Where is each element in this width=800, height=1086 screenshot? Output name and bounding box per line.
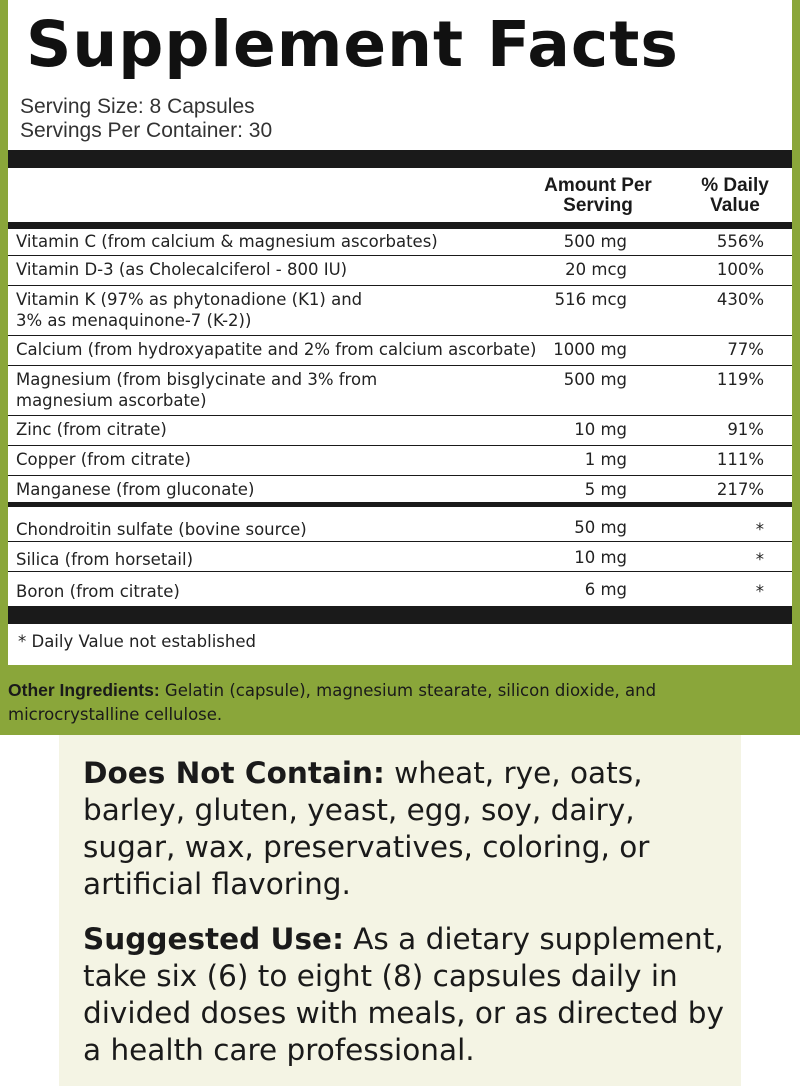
nutrient-amount: 50 mg (574, 518, 627, 537)
amount-column-header: Amount Per Serving (544, 175, 652, 216)
nutrient-daily-value: * (755, 550, 764, 569)
nutrient-name: Vitamin D-3 (as Cholecalciferol - 800 IU) (16, 260, 348, 279)
serving-size: Serving Size: 8 Capsules (20, 95, 255, 118)
nutrient-daily-value: 430% (716, 290, 764, 309)
nutrient-amount: 20 mcg (565, 260, 627, 279)
nutrient-daily-value: 556% (716, 232, 764, 251)
nutrient-name: Copper (from citrate) (16, 450, 191, 469)
daily-value-column-header: % Daily Value (701, 175, 769, 216)
nutrient-daily-value: 111% (716, 450, 764, 469)
servings-per-container: Servings Per Container: 30 (20, 119, 273, 142)
nutrient-name: Manganese (from gluconate) (16, 480, 255, 499)
does-not-contain-text: wheat, rye, oats, barley, gluten, yeast, egg, soy, dairy, sugar, wax, preservatives, coloring, or artificial flavoring. (83, 756, 650, 901)
thick-rule-bottom (8, 606, 792, 624)
table-row (8, 542, 792, 572)
nutrient-name: Vitamin K (97% as phytonadione (K1) and 3% as menaquinone-7 (K-2)) (16, 290, 363, 330)
nutrient-daily-value: 217% (716, 480, 764, 499)
nutrient-amount: 516 mcg (554, 290, 627, 309)
nutrient-amount: 10 mg (574, 420, 627, 439)
footnote: * Daily Value not established (18, 632, 256, 651)
table-row (8, 336, 792, 366)
nutrient-name: Magnesium (from bisglycinate and 3% from magnesium ascorbate) (16, 370, 378, 410)
table-row (8, 286, 792, 336)
table-row (8, 512, 792, 542)
suggested-use-text: As a dietary supplement, take six (6) to eight (8) capsules daily in divided doses with meals, or as directed by a health care professional. (83, 922, 724, 1067)
nutrient-daily-value: 119% (716, 370, 764, 389)
table-row (8, 572, 792, 606)
nutrient-daily-value: 91% (727, 420, 764, 439)
other-ingredients-text: Gelatin (capsule), magnesium stearate, silicon dioxide, and microcrystalline cellulose. (8, 681, 657, 724)
nutrient-name: Boron (from citrate) (16, 582, 180, 601)
nutrient-amount: 500 mg (563, 232, 627, 251)
thick-rule-top (8, 150, 792, 168)
suggested-use (83, 921, 733, 1069)
nutrient-name: Chondroitin sulfate (bovine source) (16, 520, 307, 539)
nutrient-amount: 500 mg (563, 370, 627, 389)
nutrient-daily-value: 77% (727, 340, 764, 359)
does-not-contain-label: Does Not Contain: (83, 756, 385, 790)
nutrient-daily-value: * (755, 520, 764, 539)
does-not-contain (83, 755, 733, 903)
table-row (8, 476, 792, 507)
nutrient-amount: 5 mg (584, 480, 627, 499)
info-panel (59, 735, 741, 1086)
nutrient-daily-value: * (755, 582, 764, 601)
other-ingredients (8, 678, 792, 727)
page-title: Supplement Facts (26, 8, 679, 81)
table-row (8, 256, 792, 286)
nutrient-amount: 1 mg (584, 450, 627, 469)
other-ingredients-label: Other Ingredients: (8, 680, 160, 700)
table-row (8, 446, 792, 476)
nutrient-amount: 6 mg (584, 580, 627, 599)
nutrient-amount: 10 mg (574, 548, 627, 567)
table-row (8, 228, 792, 256)
nutrient-name: Zinc (from citrate) (16, 420, 167, 439)
suggested-use-label: Suggested Use: (83, 922, 344, 956)
nutrient-amount: 1000 mg (553, 340, 627, 359)
table-row (8, 366, 792, 416)
nutrient-name: Silica (from horsetail) (16, 550, 194, 569)
nutrient-name: Vitamin C (from calcium & magnesium ascorbates) (16, 232, 438, 251)
nutrient-name: Calcium (from hydroxyapatite and 2% from calcium ascorbate) (16, 340, 537, 359)
nutrient-daily-value: 100% (716, 260, 764, 279)
table-row (8, 416, 792, 446)
